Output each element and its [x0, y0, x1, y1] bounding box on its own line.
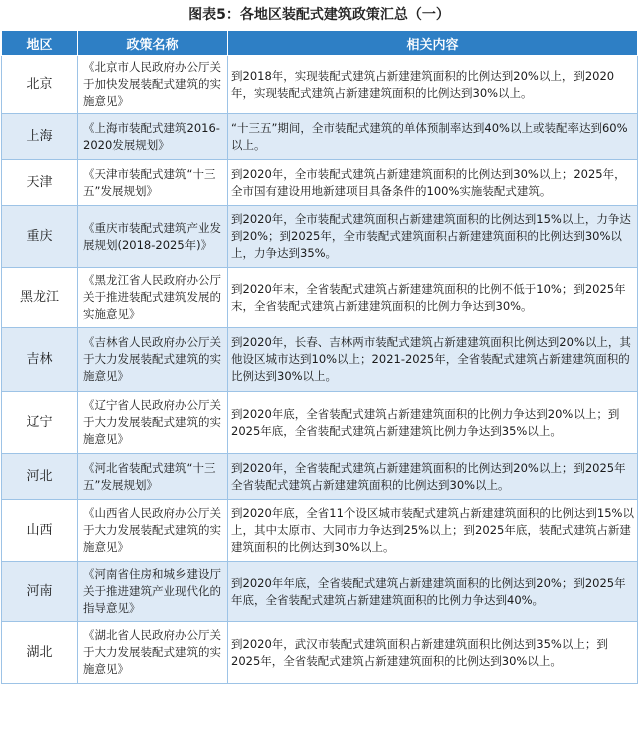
region-cell: 辽宁 [2, 392, 78, 454]
content-cell: 到2020年年底，全省装配式建筑占新建建筑面积的比例达到20%；到2025年年底，全省装配式建筑占新建建筑面积的比例力争达到40%。 [228, 562, 638, 622]
policy-cell: 《辽宁省人民政府办公厅关于大力发展装配式建筑的实施意见》 [78, 392, 228, 454]
content-cell: “十三五”期间，全市装配式建筑的单体预制率达到40%以上或装配率达到60%以上。 [228, 114, 638, 160]
table-row [2, 268, 638, 328]
region-cell: 天津 [2, 160, 78, 206]
content-cell: 到2020年末，全省装配式建筑占新建建筑面积的比例不低于10%；到2025年末，全省装配式建筑占新建建筑面积的比例力争达到30%。 [228, 268, 638, 328]
table-row [2, 56, 638, 114]
policy-cell: 《上海市装配式建筑2016-2020发展规划》 [78, 114, 228, 160]
table-row [2, 114, 638, 160]
policy-cell: 《吉林省人民政府办公厅关于大力发展装配式建筑的实施意见》 [78, 328, 228, 392]
policy-cell: 《黑龙江省人民政府办公厅关于推进装配式建筑发展的实施意见》 [78, 268, 228, 328]
content-cell: 到2020年，武汉市装配式建筑面积占新建建筑面积比例达到35%以上；到2025年，全省装配式建筑占新建建筑面积的比例达到30%以上。 [228, 622, 638, 684]
header-region: 地区 [2, 31, 78, 56]
region-cell: 重庆 [2, 206, 78, 268]
policy-cell: 《重庆市装配式建筑产业发展规划(2018-2025年)》 [78, 206, 228, 268]
content-cell: 到2020年，全市装配式建筑面积占新建建筑面积的比例达到15%以上，力争达到20%；到2025年，全市装配式建筑面积占新建建筑面积的比例达到30%以上，力争达到35%。 [228, 206, 638, 268]
region-cell: 北京 [2, 56, 78, 114]
header-policy: 政策名称 [78, 31, 228, 56]
content-cell: 到2020年，长春、吉林两市装配式建筑占新建建筑面积比例达到20%以上，其他设区城市达到10%以上；2021-2025年，全省装配式建筑占新建建筑面积的比例达到30%以上。 [228, 328, 638, 392]
policy-cell: 《天津市装配式建筑“十三五”发展规划》 [78, 160, 228, 206]
policy-cell: 《河北省装配式建筑“十三五”发展规划》 [78, 454, 228, 500]
region-cell: 河南 [2, 562, 78, 622]
policy-cell: 《山西省人民政府办公厅关于大力发展装配式建筑的实施意见》 [78, 500, 228, 562]
table-row [2, 454, 638, 500]
table-row [2, 160, 638, 206]
content-cell: 到2020年，全省装配式建筑占新建建筑面积的比例达到20%以上；到2025年全省装配式建筑占新建建筑面积的比例达到30%以上。 [228, 454, 638, 500]
page-title: 图表5：各地区装配式建筑政策汇总（一） [188, 7, 450, 23]
content-cell: 到2020年，全市装配式建筑占新建建筑面积的比例达到30%以上；2025年，全市国有建设用地新建项目具备条件的100%实施装配式建筑。 [228, 160, 638, 206]
table-row [2, 206, 638, 268]
region-cell: 河北 [2, 454, 78, 500]
content-cell: 到2020年底，全省11个设区城市装配式建筑占新建建筑面积的比例达到15%以上，其中太原市、大同市力争达到25%以上；到2025年底，装配式建筑占新建建筑面积的比例达到30%以上。 [228, 500, 638, 562]
table-row [2, 392, 638, 454]
table-row [2, 622, 638, 684]
region-cell: 吉林 [2, 328, 78, 392]
policy-cell: 《北京市人民政府办公厅关于加快发展装配式建筑的实施意见》 [78, 56, 228, 114]
table-row [2, 500, 638, 562]
table-row [2, 562, 638, 622]
table-row [2, 328, 638, 392]
content-cell: 到2018年，实现装配式建筑占新建建筑面积的比例达到20%以上，到2020年，实现装配式建筑占新建建筑面积的比例达到30%以上。 [228, 56, 638, 114]
policy-cell: 《河南省住房和城乡建设厅关于推进建筑产业现代化的指导意见》 [78, 562, 228, 622]
header-row [2, 31, 638, 56]
policy-table [1, 30, 638, 684]
region-cell: 山西 [2, 500, 78, 562]
header-content: 相关内容 [228, 31, 638, 56]
region-cell: 黑龙江 [2, 268, 78, 328]
policy-cell: 《湖北省人民政府办公厅关于大力发展装配式建筑的实施意见》 [78, 622, 228, 684]
content-cell: 到2020年底，全省装配式建筑占新建建筑面积的比例力争达到20%以上；到2025年底，全省装配式建筑占新建建筑比例力争达到35%以上。 [228, 392, 638, 454]
region-cell: 湖北 [2, 622, 78, 684]
region-cell: 上海 [2, 114, 78, 160]
